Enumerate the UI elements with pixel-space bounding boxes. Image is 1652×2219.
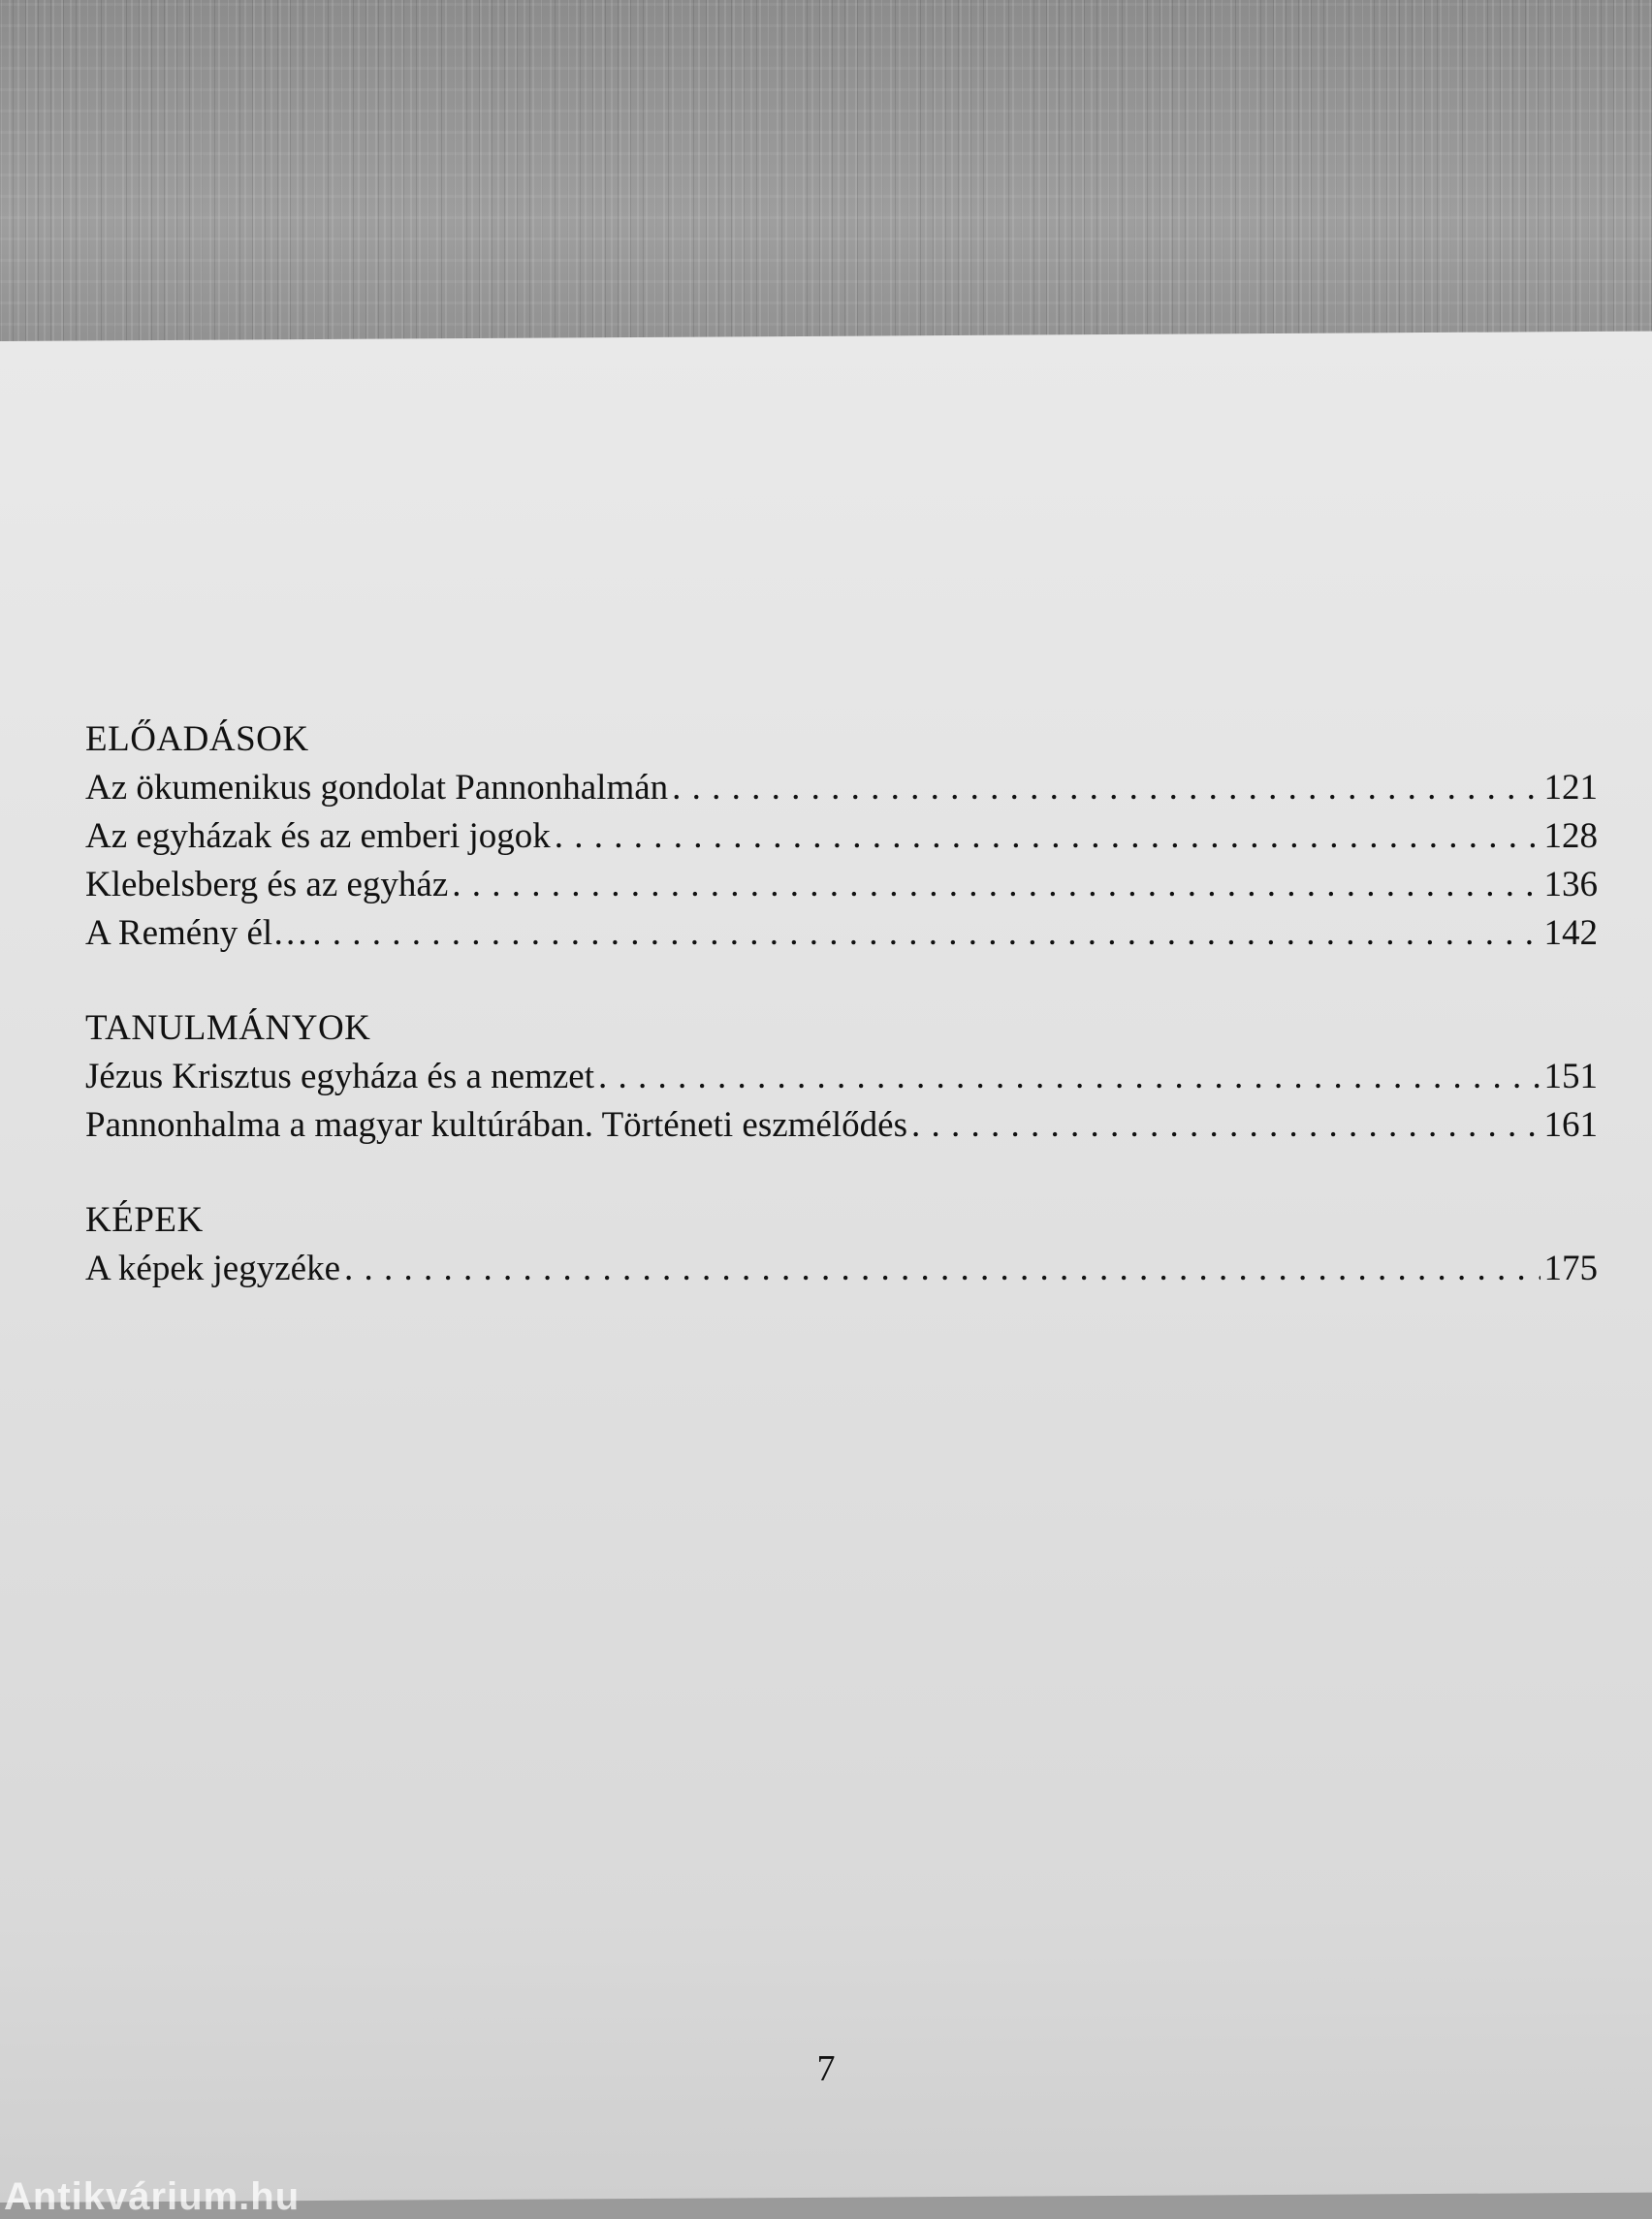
entry-page: 128	[1543, 816, 1598, 856]
section-title: ELŐADÁSOK	[85, 719, 309, 759]
entry-page: 161	[1543, 1105, 1598, 1145]
entry-page: 175	[1543, 1249, 1598, 1288]
entry-title: A Remény él…	[85, 913, 309, 953]
entry-page: 151	[1543, 1057, 1598, 1096]
table-of-contents	[85, 715, 1598, 1340]
entry-page: 142	[1543, 913, 1598, 953]
toc-section-eloadasok	[85, 715, 1598, 958]
entry-page: 121	[1543, 768, 1598, 808]
section-title: TANULMÁNYOK	[85, 1008, 371, 1048]
toc-section-tanulmanyok	[85, 1004, 1598, 1150]
dot-leader	[312, 909, 1540, 958]
dot-leader	[911, 1101, 1541, 1150]
toc-entry	[85, 764, 1598, 812]
watermark: Antikvárium.hu	[4, 2175, 301, 2218]
page-number: 7	[816, 2048, 836, 2089]
background-texture	[0, 0, 1652, 368]
entry-title: A képek jegyzéke	[85, 1249, 340, 1288]
section-title: KÉPEK	[85, 1200, 204, 1240]
toc-entry	[85, 1245, 1598, 1293]
toc-section-kepek	[85, 1196, 1598, 1293]
entry-title: Az egyházak és az emberi jogok	[85, 816, 551, 856]
dot-leader	[672, 764, 1540, 812]
toc-entry	[85, 909, 1598, 958]
entry-title: Pannonhalma a magyar kultúrában. Történeti eszmélődés	[85, 1105, 907, 1145]
dot-leader	[598, 1053, 1541, 1101]
dot-leader	[452, 861, 1540, 909]
entry-title: Az ökumenikus gondolat Pannonhalmán	[85, 768, 669, 808]
dot-leader	[344, 1245, 1541, 1293]
dot-leader	[555, 812, 1541, 861]
toc-entry	[85, 1101, 1598, 1150]
toc-entry	[85, 861, 1598, 909]
entry-title: Jézus Krisztus egyháza és a nemzet	[85, 1057, 594, 1096]
entry-page: 136	[1543, 865, 1598, 904]
toc-entry	[85, 1053, 1598, 1101]
entry-title: Klebelsberg és az egyház	[85, 865, 449, 904]
toc-entry	[85, 812, 1598, 861]
